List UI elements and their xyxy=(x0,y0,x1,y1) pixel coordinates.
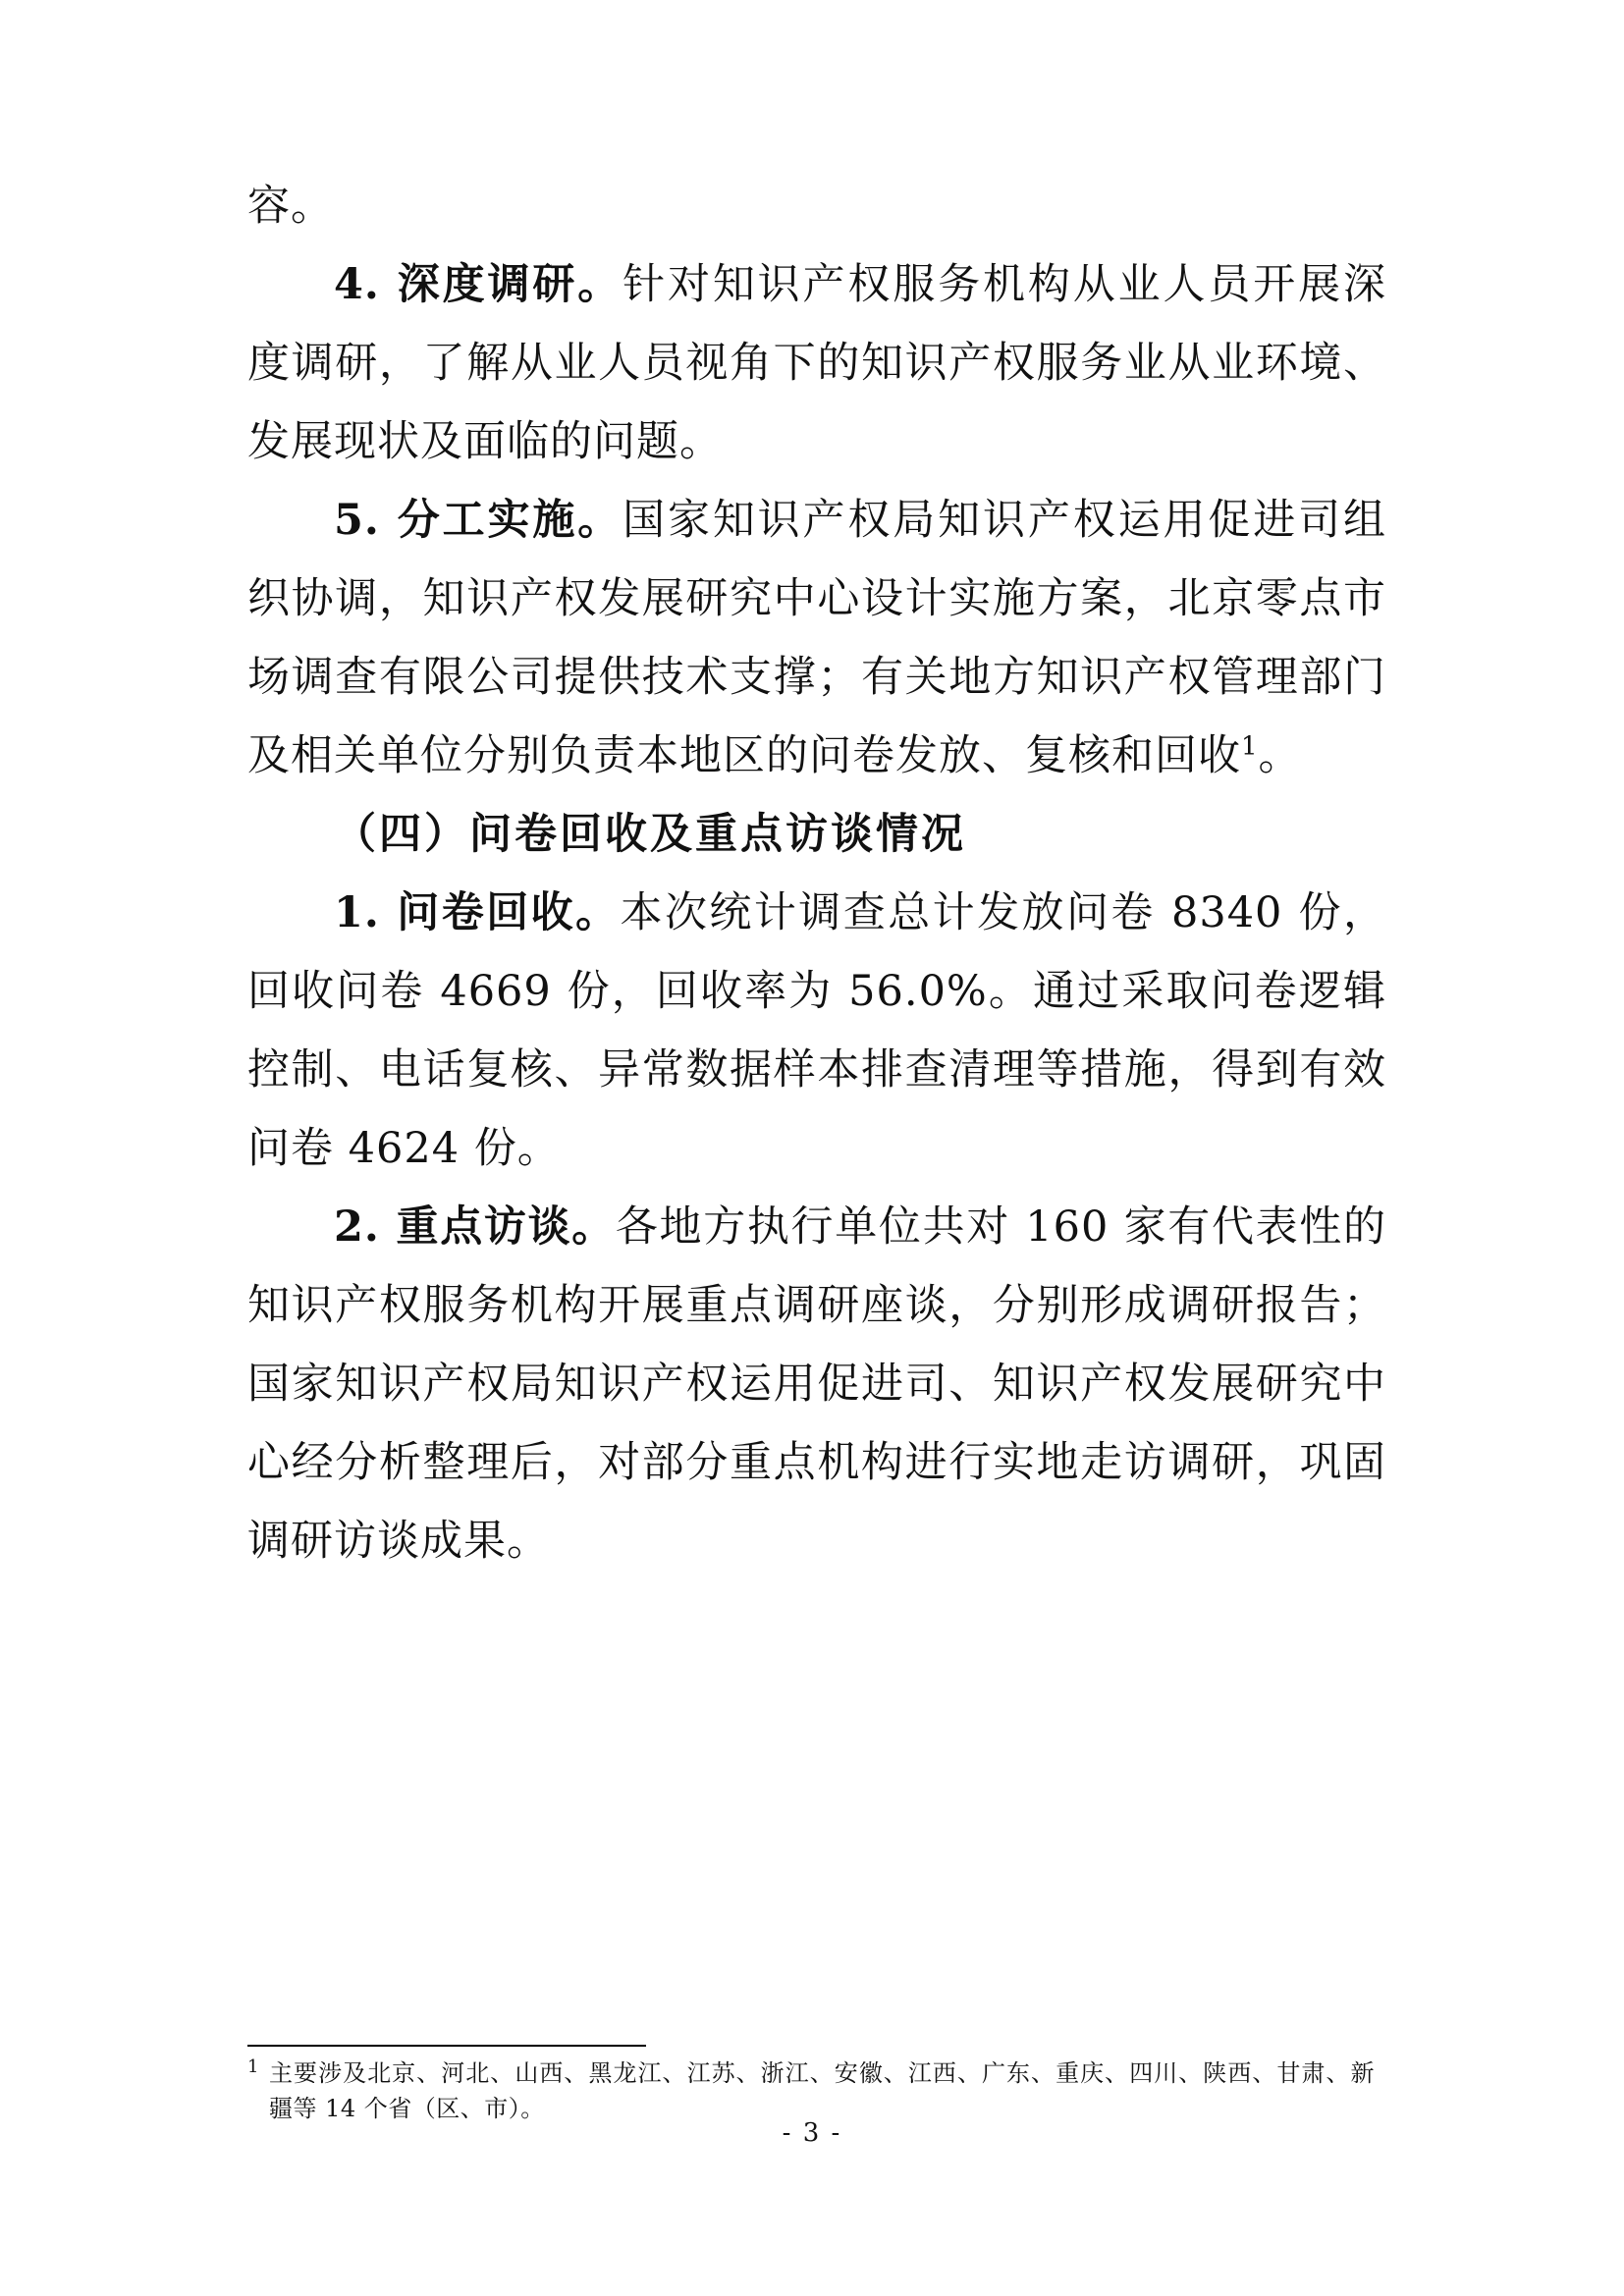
paragraph-lead: 2. 重点访谈。 xyxy=(334,1202,616,1252)
paragraph-text: 本次统计调查总计发放问卷 8340 份，回收问卷 4669 份，回收率为 56.0%。通过采取问卷逻辑控制、电话复核、异常数据样本排查清理等措施，得到有效问卷 4624 份。 xyxy=(247,888,1386,1173)
footnote xyxy=(247,2056,1386,2126)
paragraph-lead: 5. 分工实施。 xyxy=(334,496,623,545)
paragraph-text: 容。 xyxy=(247,182,334,231)
paragraph-text: 针对知识产权服务机构从业人员开展深度调研，了解从业人员视角下的知识产权服务业从业环境、发展现状及面临的问题。 xyxy=(247,260,1386,466)
paragraph-questionnaire-collection xyxy=(247,874,1386,1188)
paragraph-in-depth-research xyxy=(247,245,1386,481)
paragraph-text: 各地方执行单位共对 160 家有代表性的知识产权服务机构开展重点调研座谈，分别形成调研报告；国家知识产权局知识产权运用促进司、知识产权发展研究中心经分析整理后，对部分重点机构进行实地走访调研，巩固调研访谈成果。 xyxy=(247,1202,1386,1566)
footnote-text: 主要涉及北京、河北、山西、黑龙江、江苏、浙江、安徽、江西、广东、重庆、四川、陕西、甘肃、新疆等 14 个省（区、市）。 xyxy=(269,2059,1375,2122)
paragraph-division-of-work xyxy=(247,481,1386,795)
paragraph-lead: 4. 深度调研。 xyxy=(334,260,623,309)
paragraph-tail: 。 xyxy=(1258,731,1302,780)
footnote-mark: 1 xyxy=(247,2056,259,2077)
paragraph-key-interviews xyxy=(247,1188,1386,1580)
footnote-reference[interactable]: 1 xyxy=(1241,731,1259,762)
paragraph-lead: 1. 问卷回收。 xyxy=(334,888,621,937)
page-number: - 3 - xyxy=(782,2118,842,2148)
footnote-divider xyxy=(247,2045,646,2047)
section-heading: （四）问卷回收及重点访谈情况 xyxy=(334,810,966,859)
paragraph-continuation xyxy=(247,167,1386,245)
paragraph-text: 国家知识产权局知识产权运用促进司组织协调，知识产权发展研究中心设计实施方案，北京零点市场调查有限公司提供技术支撑；有关地方知识产权管理部门及相关单位分别负责本地区的问卷发放、复核和回收 xyxy=(247,496,1386,780)
